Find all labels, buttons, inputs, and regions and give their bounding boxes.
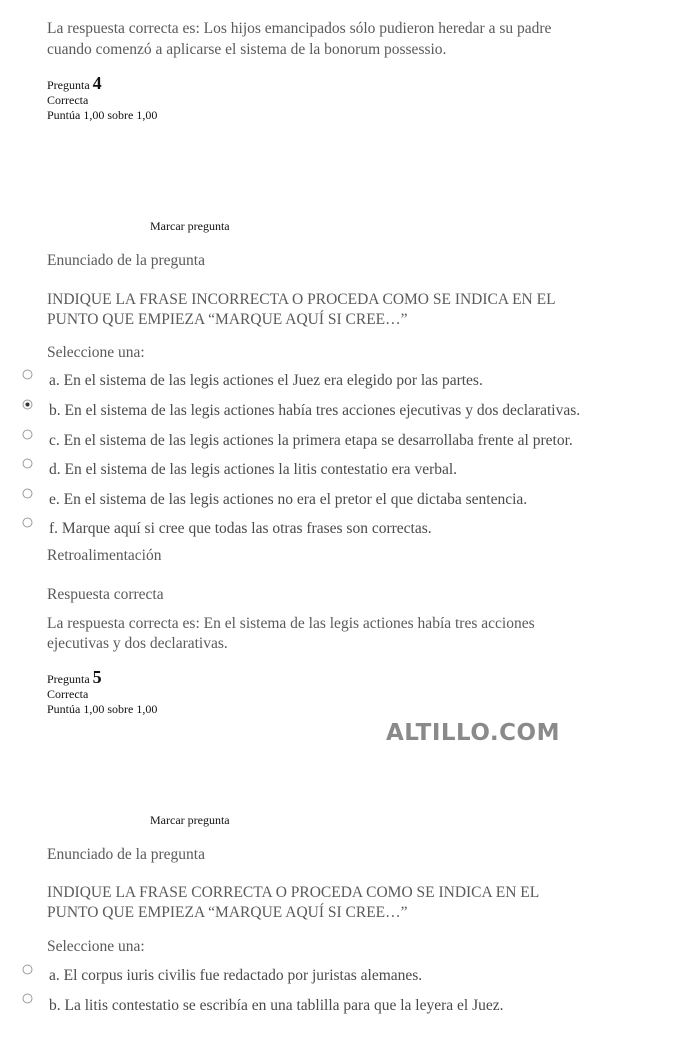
question-5-option-a-radio[interactable] bbox=[22, 962, 33, 973]
question-5-select-prompt: Seleccione una: bbox=[47, 938, 145, 955]
question-5-status: Correcta bbox=[47, 687, 89, 701]
question-5-title bbox=[47, 667, 157, 687]
question-4-option-a-label[interactable]: a. En el sistema de las legis actiones el Juez era elegido por las partes. bbox=[49, 372, 483, 389]
question-4-option-a-radio[interactable] bbox=[22, 367, 33, 378]
question-5-info bbox=[47, 667, 158, 717]
question-4-feedback-heading: Retroalimentación bbox=[47, 547, 162, 564]
question-label: Pregunta bbox=[47, 672, 90, 686]
question-number: 5 bbox=[92, 667, 102, 687]
question-4-option-e-radio[interactable] bbox=[22, 486, 33, 497]
prev-feedback-line-1: La respuesta correcta es: Los hijos emancipados sólo pudieron heredar a su padre bbox=[47, 20, 552, 37]
question-4-info bbox=[47, 73, 158, 123]
question-4-option-d-radio[interactable] bbox=[22, 456, 33, 467]
question-4-feedback-line-1: La respuesta correcta es: En el sistema de las legis actiones había tres acciones bbox=[47, 615, 535, 632]
question-4-heading: Enunciado de la pregunta bbox=[47, 252, 205, 269]
question-4-feedback-line-2: ejecutivas y dos declarativas. bbox=[47, 635, 228, 652]
question-4-flag-link[interactable]: Marcar pregunta bbox=[150, 219, 230, 233]
question-5-option-a-label[interactable]: a. El corpus iuris civilis fue redactado por juristas alemanes. bbox=[49, 967, 423, 984]
question-4-score: Puntúa 1,00 sobre 1,00 bbox=[47, 108, 158, 122]
question-4-text-line-2: PUNTO QUE EMPIEZA “MARQUE AQUÍ SI CREE…” bbox=[47, 311, 408, 328]
question-4-option-c-radio[interactable] bbox=[22, 427, 33, 438]
question-4-title bbox=[47, 73, 157, 93]
question-4-option-e-label[interactable]: e. En el sistema de las legis actiones no era el pretor el que dictaba sentencia. bbox=[49, 491, 528, 508]
question-5-option-b-radio[interactable] bbox=[22, 991, 33, 1002]
question-4-option-c-label[interactable]: c. En el sistema de las legis actiones la primera etapa se desarrollaba frente al pretor. bbox=[49, 432, 573, 449]
question-4-option-b-label[interactable]: b. En el sistema de las legis actiones había tres acciones ejecutivas y dos declarativas. bbox=[49, 402, 581, 419]
question-4-option-f-label[interactable]: f. Marque aquí si cree que todas las otras frases son correctas. bbox=[49, 520, 432, 537]
question-4-option-b-radio[interactable] bbox=[22, 397, 33, 408]
question-4-feedback-result: Respuesta correcta bbox=[47, 586, 164, 603]
watermark-logo: ALTILLO.COM bbox=[386, 720, 560, 746]
question-4-text-line-1: INDIQUE LA FRASE INCORRECTA O PROCEDA COMO SE INDICA EN EL bbox=[47, 291, 556, 308]
question-4-status: Correcta bbox=[47, 93, 89, 107]
prev-feedback-line-2: cuando comenzó a aplicarse el sistema de la bonorum possessio. bbox=[47, 41, 447, 58]
question-5-option-b-label[interactable]: b. La litis contestatio se escribía en una tablilla para que la leyera el Juez. bbox=[49, 997, 504, 1014]
question-4-select-prompt: Seleccione una: bbox=[47, 344, 145, 361]
question-4-option-f-radio[interactable] bbox=[22, 515, 33, 526]
question-label: Pregunta bbox=[47, 78, 90, 92]
question-number: 4 bbox=[92, 73, 102, 93]
question-5-score: Puntúa 1,00 sobre 1,00 bbox=[47, 702, 158, 716]
question-5-flag-link[interactable]: Marcar pregunta bbox=[150, 813, 230, 827]
question-4-option-d-label[interactable]: d. En el sistema de las legis actiones la litis contestatio era verbal. bbox=[49, 461, 458, 478]
question-5-text-line-2: PUNTO QUE EMPIEZA “MARQUE AQUÍ SI CREE…” bbox=[47, 904, 408, 921]
question-5-heading: Enunciado de la pregunta bbox=[47, 846, 205, 863]
question-5-text-line-1: INDIQUE LA FRASE CORRECTA O PROCEDA COMO SE INDICA EN EL bbox=[47, 884, 540, 901]
